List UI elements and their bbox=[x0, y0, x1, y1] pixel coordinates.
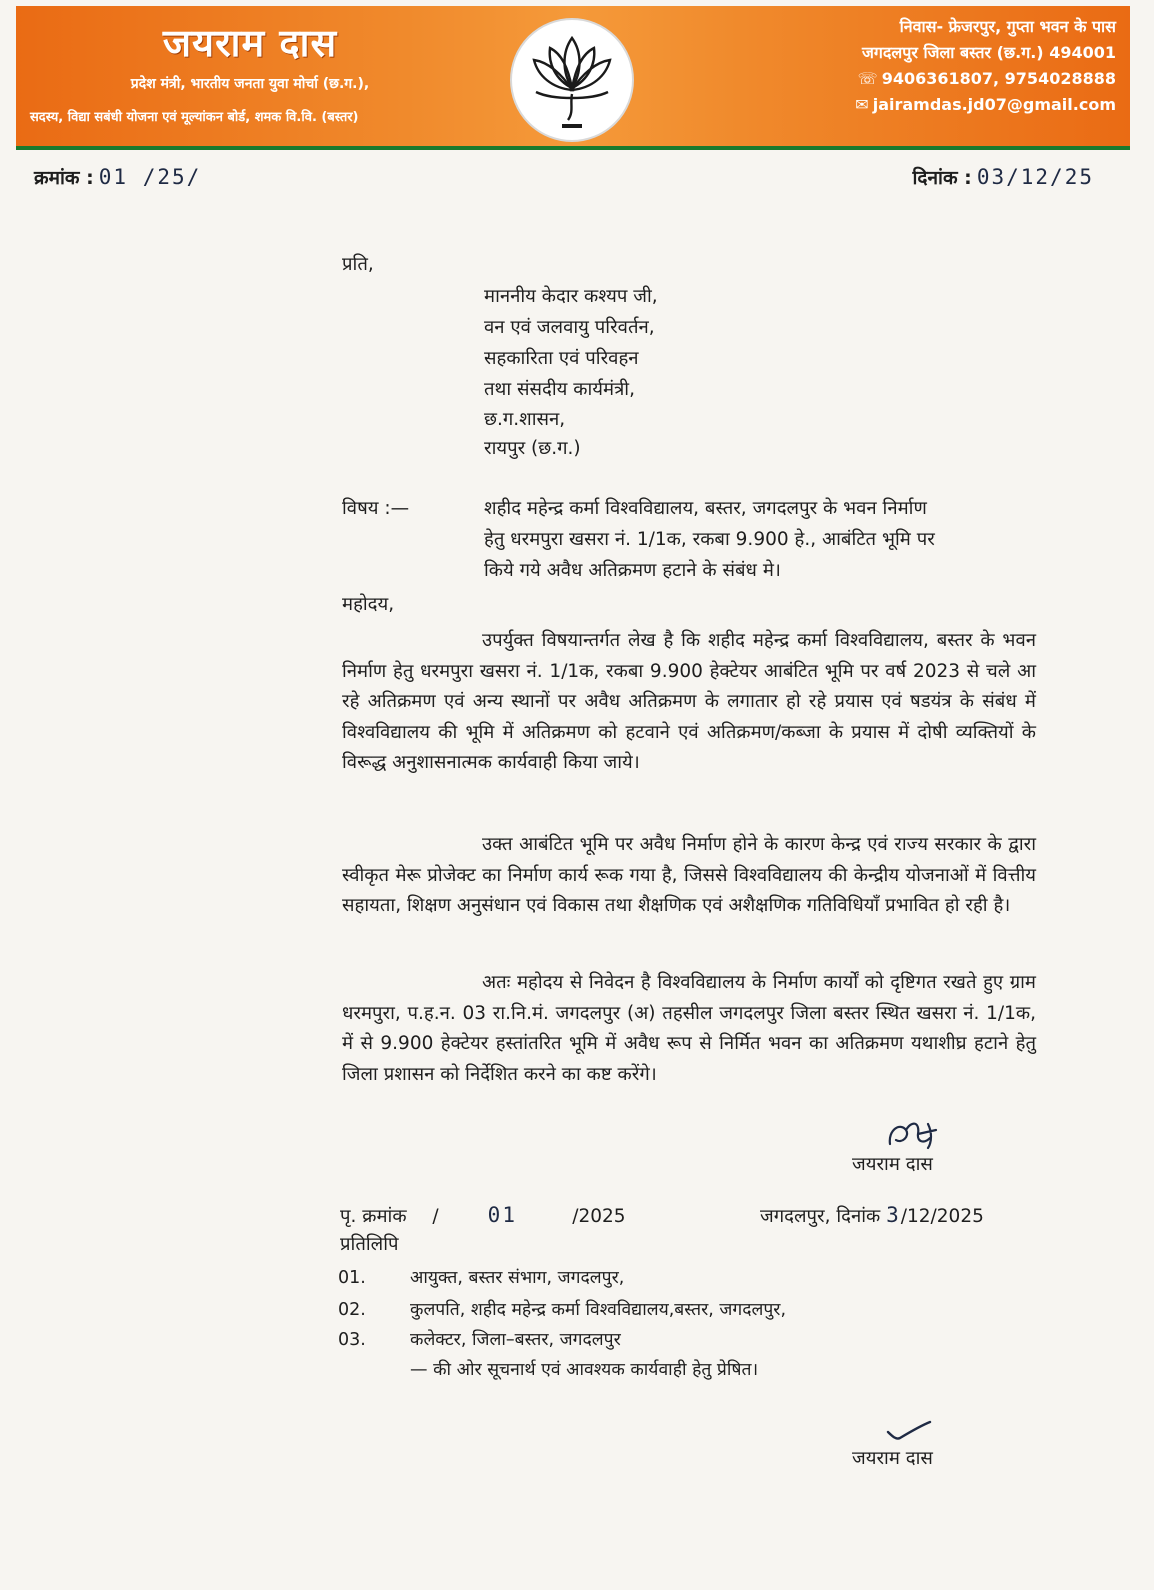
phone-icon: ☏ bbox=[857, 69, 878, 88]
copy-item-text: कुलपति, शहीद महेन्द्र कर्मा विश्वविद्यालय,बस्तर, जगदलपुर, bbox=[410, 1300, 787, 1320]
place-date-day: 3 bbox=[886, 1203, 901, 1227]
body-paragraph-2-text: उक्त आबंटित भूमि पर अवैध निर्माण होने के कारण केन्द्र एवं राज्य सरकार के द्वारा स्वीकृत मेरू प्रोजेक्ट का निर्माण कार्य रूक गया है, जिससे विश्वविद्यालय की केन्द्रीय योजनाओं में वित्तीय सहायता, शिक्षण अनुसंधान एवं विकास तथा शैक्षणिक एवं अशैक्षणिक गतिविधियाँ प्रभावित हो रही है। bbox=[342, 834, 1036, 916]
pr-kramank-slash: / bbox=[432, 1206, 439, 1227]
letterhead-email: jairamdas.jd07@gmail.com bbox=[872, 95, 1116, 114]
letterhead bbox=[16, 6, 1130, 150]
body-paragraph-2 bbox=[342, 830, 1036, 922]
dinank-value: 03/12/25 bbox=[976, 165, 1094, 189]
kramank bbox=[34, 164, 201, 190]
recipient-line: रायपुर (छ.ग.) bbox=[484, 438, 581, 459]
reference-row bbox=[34, 164, 1094, 198]
copy-item-text: कलेक्टर, जिला–बस्तर, जगदलपुर bbox=[410, 1330, 621, 1350]
copy-item-number: 03. bbox=[338, 1330, 366, 1350]
kramank-value: 01 /25/ bbox=[98, 165, 202, 189]
dinank-label: दिनांक : bbox=[912, 167, 972, 189]
copy-item bbox=[338, 1296, 786, 1324]
letterhead-designation-2: सदस्य, विद्या सबंधी योजना एवं मूल्यांकन बोर्ड, शमक वि.वि. (बस्तर) bbox=[30, 110, 359, 125]
pr-kramank-year: /2025 bbox=[572, 1206, 626, 1227]
copy-item-text: आयुक्त, बस्तर संभाग, जगदलपुर, bbox=[410, 1268, 625, 1288]
body-paragraph-3-text: अतः महोदय से निवेदन है विश्वविद्यालय के निर्माण कार्यों को दृष्टिगत रखते हुए ग्राम धरमपुरा, प.ह.न. 03 रा.नि.मं. जगदलपुर (अ) तहसील जगदलपुर जिला बस्तर स्थित खसरा नं. 1/1क, में से 9.900 हेक्टेयर हस्तांतरित भूमि में अवैध रूप से निर्मित भवन का अतिक्रमण यथाशीघ्र हटाने हेतु जिला प्रशासन को निर्देशित करने का कष्ट करेंगे। bbox=[342, 972, 1036, 1085]
recipient-line: छ.ग.शासन, bbox=[484, 409, 566, 430]
copy-item bbox=[338, 1326, 621, 1354]
place-date bbox=[760, 1200, 984, 1232]
recipient-line: तथा संसदीय कार्यमंत्री, bbox=[484, 379, 635, 400]
place-date-label: जगदलपुर, दिनांक bbox=[760, 1206, 881, 1227]
pr-kramank-value: 01 bbox=[487, 1203, 517, 1227]
copy-footer: — की ओर सूचनार्थ एवं आवश्यक कार्यवाही हेतु प्रेषित। bbox=[410, 1360, 759, 1380]
copy-item bbox=[338, 1264, 624, 1292]
letterhead-phone: 9406361807, 9754028888 bbox=[881, 69, 1116, 88]
body-paragraph-3 bbox=[342, 968, 1036, 1090]
signature-mark bbox=[884, 1116, 944, 1154]
salutation: महोदय, bbox=[342, 594, 395, 615]
subject-line: हेतु धरमपुरा खसरा नं. 1/1क, रकबा 9.900 हे., आबंटित भूमि पर bbox=[484, 529, 935, 550]
subject-line: किये गये अवैध अतिक्रमण हटाने के संबंध मे। bbox=[484, 560, 781, 581]
prati: प्रति, bbox=[342, 254, 374, 275]
pratilipi: प्रतिलिपि bbox=[340, 1234, 399, 1255]
copy-item-number: 02. bbox=[338, 1300, 366, 1320]
recipient-line: वन एवं जलवायु परिवर्तन, bbox=[484, 317, 655, 338]
letterhead-address-2: जगदलपुर जिला बस्तर (छ.ग.) 494001 bbox=[862, 43, 1116, 62]
mail-icon: ✉ bbox=[855, 95, 869, 114]
recipient-line: सहकारिता एवं परिवहन bbox=[484, 348, 639, 369]
signature-name: जयराम दास bbox=[852, 1154, 933, 1175]
lotus-icon bbox=[522, 28, 622, 132]
recipient-line: माननीय केदार कश्यप जी, bbox=[484, 286, 658, 307]
kramank-label: क्रमांक : bbox=[34, 167, 94, 189]
body-paragraph-1-text: उपर्युक्त विषयान्तर्गत लेख है कि शहीद महेन्द्र कर्मा विश्वविद्यालय, बस्तर के भवन निर्माण हेतु धरमपुरा खसरा नं. 1/1क, रकबा 9.900 हेक्टेयर आबंटित भूमि पर वर्ष 2023 से चले आ रहे अतिक्रमण एवं अन्य स्थानों पर अवैध अतिक्रमण के लगातार हो रहे प्रयास एवं षडयंत्र के संबंध में विश्वविद्यालय की भूमि में अतिक्रमण को हटवाने एवं अतिक्रमण/कब्जा के प्रयास में दोषी व्यक्तियों के विरूद्ध अनुशासनात्मक कार्यवाही किया जाये। bbox=[342, 630, 1036, 773]
signature-tick bbox=[884, 1418, 934, 1444]
copy-signature-name: जयराम दास bbox=[852, 1448, 933, 1469]
letterhead-phone-row bbox=[696, 66, 1116, 92]
party-logo bbox=[510, 18, 634, 142]
dinank bbox=[912, 164, 1094, 190]
place-date-rest: /12/2025 bbox=[900, 1206, 984, 1227]
pr-kramank-label: पृ. क्रमांक bbox=[340, 1206, 407, 1227]
pr-kramank-row bbox=[340, 1200, 626, 1232]
letterhead-contact bbox=[696, 14, 1116, 118]
letterhead-address-1: निवास- फ्रेजरपुर, गुप्ता भवन के पास bbox=[899, 17, 1116, 36]
body-paragraph-1 bbox=[342, 626, 1036, 779]
letterhead-email-row bbox=[696, 92, 1116, 118]
letterhead-designation-1: प्रदेश मंत्री, भारतीय जनता युवा मोर्चा (छ.ग.), bbox=[130, 76, 370, 92]
letterhead-left bbox=[30, 16, 470, 125]
copy-item-number: 01. bbox=[338, 1268, 366, 1288]
subject-label: विषय :— bbox=[342, 498, 410, 519]
subject-line: शहीद महेन्द्र कर्मा विश्वविद्यालय, बस्तर, जगदलपुर के भवन निर्माण bbox=[484, 498, 927, 519]
letterhead-name: जयराम दास bbox=[162, 20, 338, 65]
